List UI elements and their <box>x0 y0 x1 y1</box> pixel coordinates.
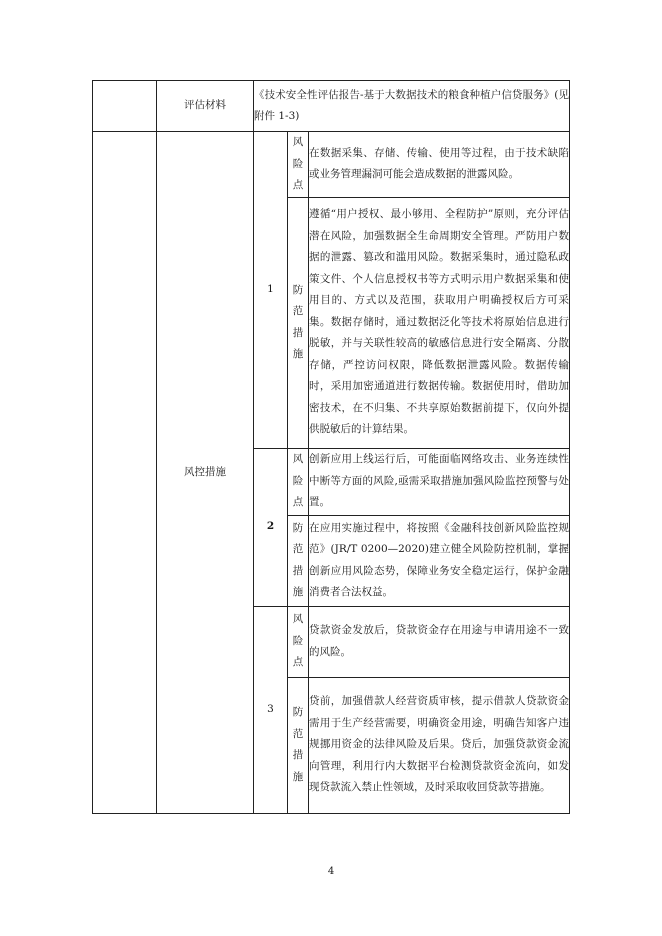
material-label: 评估材料 <box>157 81 254 132</box>
risk-tag <box>288 606 309 677</box>
risk-tag-label: 风险点 <box>292 613 304 669</box>
item-number: 2 <box>254 448 288 606</box>
risk-text: 创新应用上线运行后，可能面临网络攻击、业务连续性中断等方面的风险,亟需采取措施加强风险监控预警与处置。 <box>309 448 570 515</box>
measure-text: 在应用实施过程中，将按照《金融科技创新风险监控规范》(JR/T 0200—2020)建立健全风险防控机制，掌握创新应用风险态势，保障业务安全稳定运行，保护金融消费者合法权益。 <box>309 515 570 606</box>
measure-tag-label: 防范措施 <box>292 706 304 783</box>
material-text: 《技术安全性评估报告-基于大数据技术的粮食种植户信贷服务》(见附件 1-3) <box>254 81 570 132</box>
measure-tag-label: 防范措施 <box>292 283 304 360</box>
risk-control-table <box>92 80 570 814</box>
risk-text: 贷款资金发放后，贷款资金存在用途与申请用途不一致的风险。 <box>309 606 570 677</box>
item-number: 1 <box>254 132 288 449</box>
section-label: 风控措施 <box>157 132 254 814</box>
item-1-risk-row <box>93 132 570 198</box>
measure-tag <box>288 677 309 813</box>
material-blank-cell <box>93 81 157 132</box>
risk-text: 在数据采集、存储、传输、使用等过程，由于技术缺陷或业务管理漏洞可能会造成数据的泄露风险。 <box>309 132 570 198</box>
risk-tag <box>288 132 309 198</box>
measure-tag <box>288 197 309 448</box>
risk-tag-label: 风险点 <box>292 453 304 509</box>
measure-tag <box>288 515 309 606</box>
page-number: 4 <box>327 866 335 877</box>
measure-tag-label: 防范措施 <box>292 521 304 598</box>
material-row <box>93 81 570 132</box>
measure-text: 遵循“用户授权、最小够用、全程防护”原则，充分评估潜在风险，加强数据全生命周期安全管理。严防用户数据的泄露、篡改和滥用风险。数据采集时，通过隐私政策文件、个人信息授权书等方式明示用户数据采集和使用目的、方式以及范围，获取用户明确授权后方可采集。数据存储时，通过数据泛化等技术将原始信息进行脱敏，并与关联性较高的敏感信息进行安全隔离、分散存储，严控访问权限，降低数据泄露风险。数据传输时，采用加密通道进行数据传输。数据使用时，借助加密技术，在不归集、不共享原始数据前提下，仅向外提供脱敏后的计算结果。 <box>309 197 570 448</box>
risk-tag <box>288 448 309 515</box>
measure-text: 贷前，加强借款人经营资质审核，提示借款人贷款资金需用于生产经营需要，明确资金用途，明确告知客户违规挪用资金的法律风险及后果。贷后，加强贷款资金流向管理，利用行内大数据平台检测贷款资金流向，如发现贷款流入禁止性领域，及时采取收回贷款等措施。 <box>309 677 570 813</box>
item-number: 3 <box>254 606 288 813</box>
section-blank-cell <box>93 132 157 814</box>
risk-tag-label: 风险点 <box>292 136 304 191</box>
